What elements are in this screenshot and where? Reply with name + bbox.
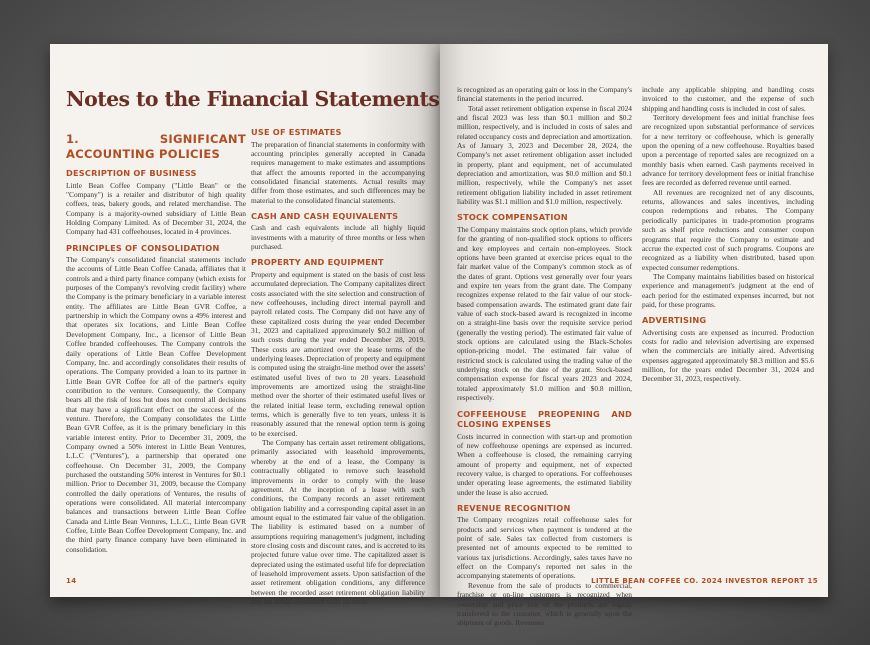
- right-column-2: [642, 85, 814, 384]
- paragraph-description-of-business: Little Bean Coffee Company ("Little Bean" or the "Company") is a retailer and distributor of high quality coffees, teas, bakery goods, and related merchandise. The Company is a majority-owned subsidiary of Little Bean Holding Company Limited. As of December 31, 2024, the Company had 431 coffeehouses, located in 4 provinces.: [66, 180, 246, 237]
- heading-stock-compensation: STOCK COMPENSATION: [457, 212, 568, 223]
- page-number-left: 14: [66, 577, 77, 585]
- right-column-1: [457, 85, 632, 628]
- heading-use-of-estimates: USE OF ESTIMATES: [251, 127, 342, 137]
- heading-advertising: ADVERTISING: [642, 315, 707, 326]
- heading-principles-of-consolidation: PRINCIPLES OF CONSOLIDATION: [66, 242, 220, 253]
- paragraph-preopening-closing: Costs incurred in connection with start-up and promotion of new coffeehouse openings are expensed as incurred. When a coffeehouse is closed, the remaining carrying amount of property and equipment, net of expected recovery value, is charged to operations. For coffeehouses under operating lease agreements, the estimated liability under the lease is also accrued.: [457, 431, 632, 497]
- page-footer-right: LITTLE BEAN COFFEE CO. 2024 INVESTOR REPORT 15: [591, 577, 818, 585]
- heading-revenue-recognition: REVENUE RECOGNITION: [457, 502, 571, 513]
- heading-cash-equivalents: CASH AND CASH EQUIVALENTS: [251, 210, 399, 221]
- left-column-2: [251, 127, 425, 606]
- paragraph-discounts: All revenues are recognized net of any discounts, returns, allowances and sales incentives, including coupon redemptions and rebates. The Company periodically participates in trade-promotion programs such as shelf price reductions and consumer coupon programs that require the Company to estimate and accrue the expected cost of such programs. Coupons are recognized as a liability when distributed, based upon expected consumer redemptions.: [642, 187, 814, 272]
- paragraph-shipping: include any applicable shipping and handling costs invoiced to the customer, and the expense of such shipping and handling costs is included in cost of sales.: [642, 85, 814, 113]
- section-heading: 1. SIGNIFICANT ACCOUNTING POLICIES: [66, 132, 246, 161]
- paragraph-revenue-2: Revenue from the sale of products to commercial, franchise or on-line customers is recognized when ownership and price risk of the products are legally transferred to the customer, which is generally upon the shipment of goods. Revenues: [457, 580, 632, 628]
- right-page: [440, 44, 828, 628]
- paragraph-property-2: The Company has certain asset retirement obligations, primarily associated with leasehold improvements, whereby at the end of a lease, the Company is contractually obligated to remove such leasehold improvements in order to comply with the lease agreement. At the inception of a lease with such conditions, the Company records an asset retirement obligation liability and a corresponding capital asset in an amount equal to the estimated fair value of the obligation. The liability is estimated based on a number of assumptions requiring management's judgment, including store closing costs and discount rates, and is accreted to its projected future value over time. The capitalized asset is depreciated using the estimated useful life for depreciation of leasehold improvement assets. Upon satisfaction of the asset retirement obligation conditions, any difference between the recorded asset retirement obligation liability and the actual retirement costs incurred: [251, 438, 425, 606]
- left-column-1: [66, 132, 246, 554]
- heading-preopening-closing: COFFEEHOUSE PREOPENING AND CLOSING EXPENSES: [457, 408, 632, 429]
- paragraph-principles-of-consolidation: The Company's consolidated financial statements include the accounts of Little Bean Coffee Canada, affiliates that it controls and a third party finance company (which exists for purposes of the Company's revolving credit facility) where the Company is the primary beneficiary in a variable interest entity. The affiliates are Little Bean GVR Coffee, a partnership in which the Company owns a 49% interest and that operates six locations, and Little Bean Coffee Development Company, Inc., a licensor of Little Bean Coffee branded coffeehouses. The Company controls the daily operations of Little Bean Coffee Development Company, Inc. and accordingly consolidates their results of operations. The Company provided a loan to its partner in Little Bean GVR Coffee for all of the partner's equity contribution to the venture. Consequently, the Company bears all the risk of loss but does not control all decisions that may have a significant effect on the success of the venture. Therefore, the Company consolidates the Little Bean GVR Coffee, as it is the primary beneficiary in this variable interest entity. Prior to December 31, 2009, the Company owned a 50% interest in Little Bean Ventures, L.L.C ("Ventures"), a partnership that operated one coffeehouse. On December 31, 2009, the Company purchased the outstanding 50% interest in Ventures for $0.1 million. Prior to December 31, 2009, because the Company controlled the daily operations of Ventures, the results of operations were consolidated. All material intercompany balances and transactions between Little Bean Coffee Canada and Little Bean Ventures, L.L.C., Little Bean GVR Coffee, Little Bean Coffee Development Company, Inc. and the third party finance company have been eliminated in consolidation.: [66, 255, 246, 554]
- paragraph-liabilities: The Company maintains liabilities based on historical experience and management's judgment at the end of each period for the estimated expenses incurred, but not paid, for these programs.: [642, 271, 814, 309]
- paragraph-franchise-fees: Territory development fees and initial franchise fees are recognized upon substantial performance of services for a new territory or coffeehouse, which is generally upon the opening of a new coffeehouse. Royalties based upon a percentage of reported sales are recognized on a monthly basis when earned. Cash payments received in advance for territory development fees or initial franchise fees are recorded as deferred revenue until earned.: [642, 113, 814, 188]
- paragraph-stock-compensation: The Company maintains stock option plans, which provide for the granting of non-qualified stock options to officers and key employees and certain non-employees. Stock options have been granted at exercise prices equal to the fair market value of the Company's common stock as of the dates of grant. Options vest generally over four years and expire ten years from the grant date. The Company recognizes expense related to the fair value of our stock-based compensation awards. The estimated grant date fair value of each stock-based award is recognized in income on a straight-line basis over the requisite service period (generally the vesting period). The estimated fair value of stock options are calculated using the Black-Scholes option-pricing model. The estimated fair value of restricted stock is calculated using the trading value of the underlying stock on the date of the grant. Stock-based compensation expense for fiscal years 2023 and 2024, totaled approximately $1.0 million and $0.8 million, respectively.: [457, 224, 632, 403]
- paragraph-cash-equivalents: Cash and cash equivalents include all highly liquid investments with a maturity of three months or less when purchased.: [251, 223, 425, 252]
- open-booklet: [50, 44, 828, 628]
- paragraph-advertising: Advertising costs are expensed as incurred. Production costs for radio and television advertising are expensed when the commercials are initially aired. Advertising expenses aggregated approximately $8.3 million and $5.6 million, for the years ended December 31, 2024 and December 31, 2023, respectively.: [642, 327, 814, 384]
- heading-description-of-business: DESCRIPTION OF BUSINESS: [66, 168, 197, 178]
- heading-property-and-equipment: PROPERTY AND EQUIPMENT: [251, 257, 384, 268]
- paragraph-aro-continued: is recognized as an operating gain or loss in the Company's financial statements in the period incurred.: [457, 85, 632, 104]
- left-page: [50, 44, 440, 606]
- page-title: Notes to the Financial Statements: [66, 87, 440, 111]
- paragraph-revenue-1: The Company recognizes retail coffeehouse sales for products and services when payment is tendered at the point of sale. Sales tax collected from customers is presented net of amounts expected to be remitted to various tax jurisdictions. Accordingly, sales taxes have no effect on the Company's reported net sales in the accompanying statements of operations.: [457, 515, 632, 581]
- paragraph-aro-expense: Total asset retirement obligation expense in fiscal 2024 and fiscal 2023 was less than $0.1 million and $0.2 million, respectively, and is included in costs of sales and related occupancy costs and depreciation and amortization. As of January 3, 2023 and December 28, 2024, the Company's net asset retirement obligation asset included in property, plant and equipment, net of accumulated depreciation and amortization, was $0.0 million and $0.1 million, respectively, while the Company's net asset retirement obligation liability included in asset retirement liability was $1.1 million and $1.0 million, respectively.: [457, 103, 632, 207]
- paragraph-property-1: Property and equipment is stated on the basis of cost less accumulated depreciation. The Company capitalizes direct costs associated with the site selection and construction of new coffeehouses, including direct internal payroll and payroll related costs. The Company did not have any of these capitalized costs during the year ended December 31, 2023 and capitalized approximately $0.2 million of such costs during the year ended December 28, 2019. These costs are amortized over the lease terms of the underlying leases. Depreciation of property and equipment is computed using the straight-line method over the assets' estimated useful lives of two to 20 years. Leasehold improvements are amortized using the straight-line method over the shorter of their estimated useful lives or the related initial lease term, excluding renewal option terms, which is generally five to ten years, unless it is reasonably assured that the renewal option term is going to be exercised.: [251, 269, 425, 438]
- paragraph-use-of-estimates: The preparation of financial statements in conformity with accounting principles generally accepted in Canada requires management to make estimates and assumptions that affect the amounts reported in the accompanying consolidated financial statements. Actual results may differ from those estimates, and such differences may be material to the consolidated financial statements.: [251, 139, 425, 205]
